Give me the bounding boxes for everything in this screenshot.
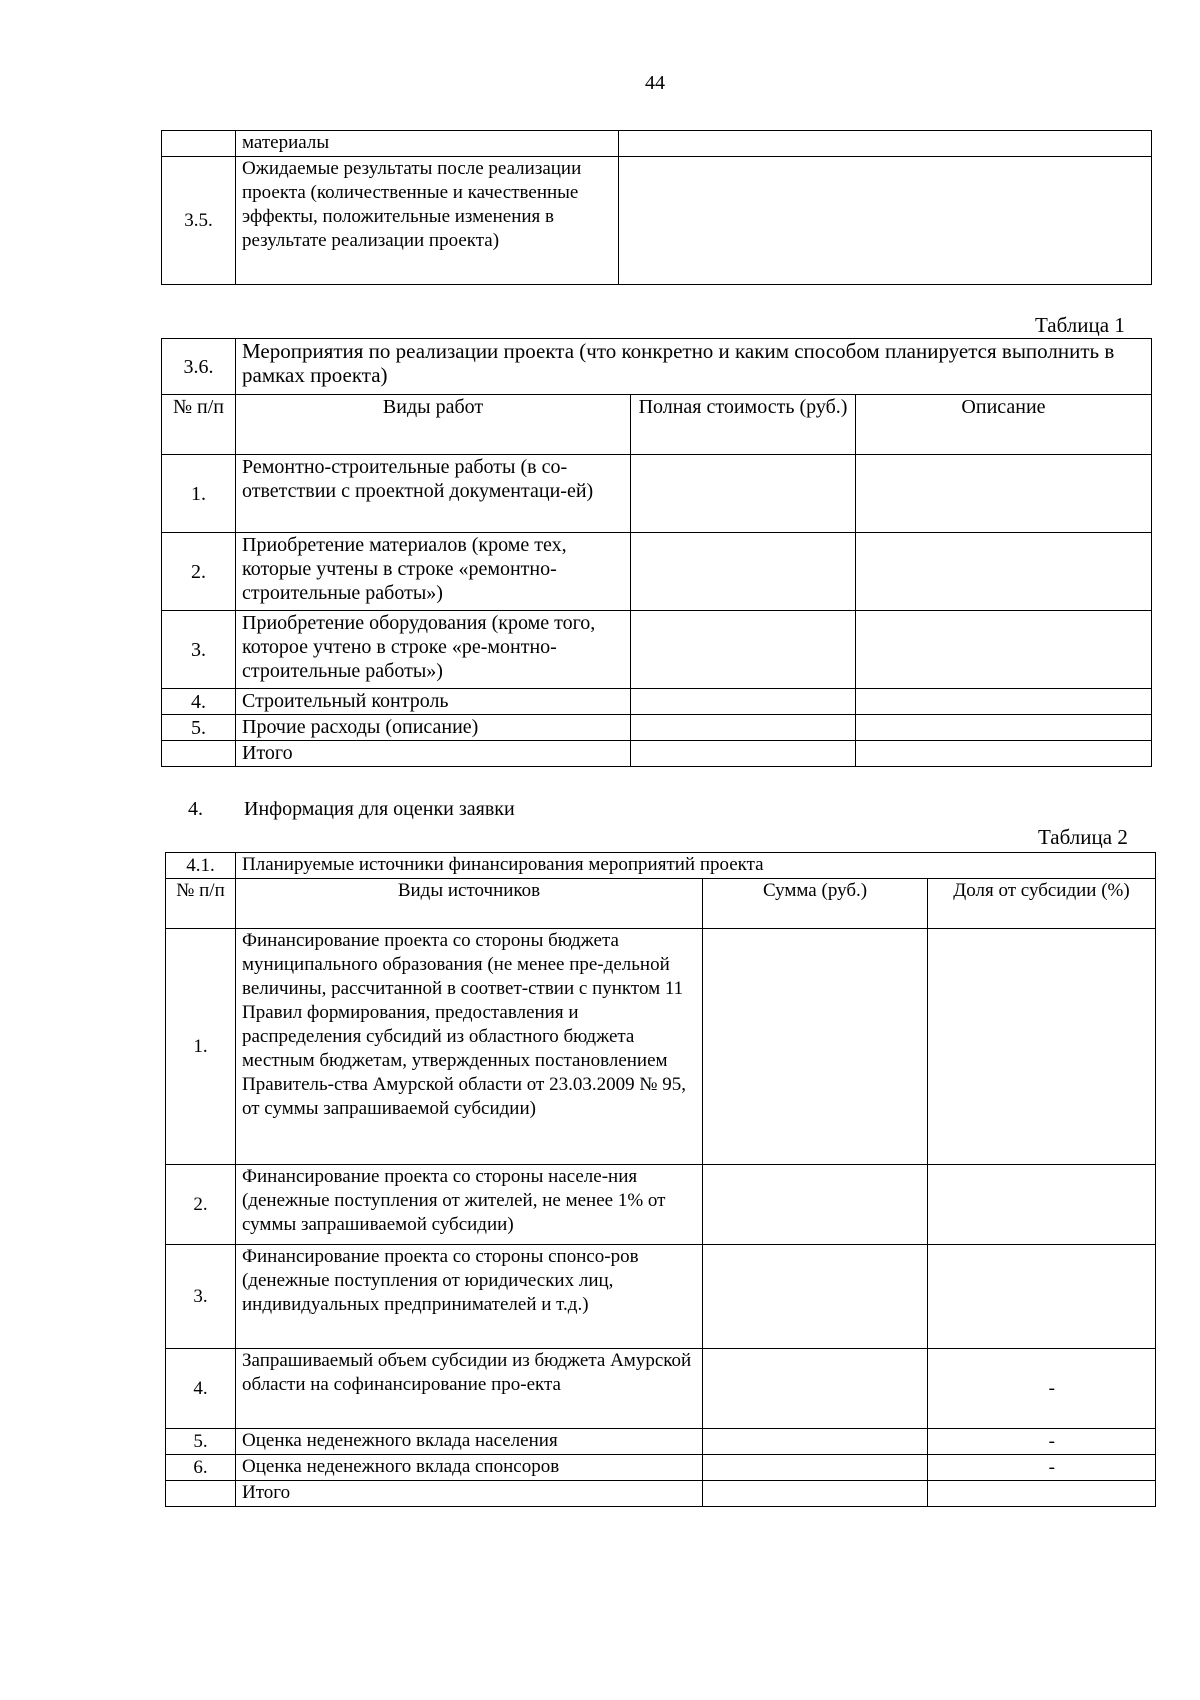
row-number: 2. <box>166 1165 236 1245</box>
section-4-heading <box>188 798 515 821</box>
row-number <box>166 1481 236 1507</box>
row-label: материалы <box>236 131 619 157</box>
row-cost <box>631 455 856 533</box>
row-share <box>928 929 1156 1165</box>
row-description <box>856 689 1152 715</box>
section-4-title: Информация для оценки заявки <box>244 798 515 820</box>
table-row <box>166 1455 1156 1481</box>
row-share <box>928 1481 1156 1507</box>
row-number: 3.5. <box>162 157 236 285</box>
row-number: 3. <box>162 611 236 689</box>
row-number <box>162 741 236 767</box>
section-number: 4.1. <box>166 853 236 879</box>
header-sum: Сумма (руб.) <box>703 879 928 929</box>
row-work: Приобретение материалов (кроме тех, которые учтены в строке «ремонтно-строительные работы») <box>236 533 631 611</box>
row-source: Запрашиваемый объем субсидии из бюджета Амурской области на софинансирование про-екта <box>236 1349 703 1429</box>
section-number: 3.6. <box>162 339 236 395</box>
page-number: 44 <box>645 72 665 94</box>
row-sum <box>703 1481 928 1507</box>
header-work-types: Виды работ <box>236 395 631 455</box>
row-number: 5. <box>166 1429 236 1455</box>
header-row <box>166 879 1156 929</box>
row-description <box>856 533 1152 611</box>
header-share: Доля от субсидии (%) <box>928 879 1156 929</box>
row-source: Финансирование проекта со стороны бюджета муниципального образования (не менее пре-дельной величины, рассчитанной в соответ-ствии с пунктом 11 Правил формирования, предоставления и распределения субсидий из областного бюджета местным бюджетам, утвержденных постановлением Правитель-ства Амурской области от 23.03.2009 № 95, от суммы запрашиваемой субсидии) <box>236 929 703 1165</box>
financing-sources-table <box>165 852 1156 1507</box>
header-full-cost: Полная стоимость (руб.) <box>631 395 856 455</box>
table-row <box>166 1165 1156 1245</box>
row-description <box>856 455 1152 533</box>
row-cost <box>631 715 856 741</box>
row-share: - <box>928 1455 1156 1481</box>
header-source-types: Виды источников <box>236 879 703 929</box>
table-row <box>162 131 1152 157</box>
row-share: - <box>928 1429 1156 1455</box>
project-info-table <box>161 130 1152 285</box>
table-row <box>166 1349 1156 1429</box>
table-row <box>166 1429 1156 1455</box>
table-row <box>162 715 1152 741</box>
row-source: Оценка неденежного вклада спонсоров <box>236 1455 703 1481</box>
row-work: Приобретение оборудования (кроме того, которое учтено в строке «ре-монтно-строительные работы») <box>236 611 631 689</box>
row-number: 3. <box>166 1245 236 1349</box>
section-row <box>162 339 1152 395</box>
row-cost <box>631 611 856 689</box>
project-activities-table <box>161 338 1152 767</box>
row-number: 4. <box>162 689 236 715</box>
row-sum <box>703 929 928 1165</box>
row-value <box>619 131 1152 157</box>
section-row <box>166 853 1156 879</box>
row-description <box>856 715 1152 741</box>
row-number: 2. <box>162 533 236 611</box>
table-row <box>166 929 1156 1165</box>
row-description <box>856 611 1152 689</box>
row-value <box>619 157 1152 285</box>
row-sum <box>703 1165 928 1245</box>
table-row <box>162 157 1152 285</box>
table-row <box>162 689 1152 715</box>
row-number: 6. <box>166 1455 236 1481</box>
row-number: 1. <box>166 929 236 1165</box>
row-sum <box>703 1429 928 1455</box>
header-num: № п/п <box>166 879 236 929</box>
row-share <box>928 1165 1156 1245</box>
row-work: Прочие расходы (описание) <box>236 715 631 741</box>
header-description: Описание <box>856 395 1152 455</box>
row-source: Финансирование проекта со стороны спонсо-ров (денежные поступления от юридических лиц, индивидуальных предпринимателей и т.д.) <box>236 1245 703 1349</box>
row-cost <box>631 533 856 611</box>
row-work: Строительный контроль <box>236 689 631 715</box>
row-sum <box>703 1245 928 1349</box>
header-num: № п/п <box>162 395 236 455</box>
total-row <box>162 741 1152 767</box>
row-source: Финансирование проекта со стороны населе-ния (денежные поступления от жителей, не менее 1% от суммы запрашиваемой субсидии) <box>236 1165 703 1245</box>
row-work: Ремонтно-строительные работы (в со-ответствии с проектной документаци-ей) <box>236 455 631 533</box>
row-label: Ожидаемые результаты после реализации проекта (количественные и качественные эффекты, положительные изменения в результате реализации проекта) <box>236 157 619 285</box>
row-source: Оценка неденежного вклада населения <box>236 1429 703 1455</box>
table-row <box>166 1245 1156 1349</box>
row-share <box>928 1245 1156 1349</box>
section-title: Мероприятия по реализации проекта (что конкретно и каким способом планируется выполнить в рамках проекта) <box>236 339 1152 395</box>
table1-caption: Таблица 1 <box>1035 313 1125 337</box>
row-sum <box>703 1349 928 1429</box>
table2-caption: Таблица 2 <box>1038 825 1128 849</box>
table-row <box>162 455 1152 533</box>
section-title: Планируемые источники финансирования мероприятий проекта <box>236 853 1156 879</box>
row-cost <box>631 741 856 767</box>
table-row <box>162 611 1152 689</box>
row-number: 5. <box>162 715 236 741</box>
row-number <box>162 131 236 157</box>
row-number: 1. <box>162 455 236 533</box>
row-sum <box>703 1455 928 1481</box>
row-share: - <box>928 1349 1156 1429</box>
row-description <box>856 741 1152 767</box>
row-source: Итого <box>236 1481 703 1507</box>
table-row <box>162 533 1152 611</box>
row-number: 4. <box>166 1349 236 1429</box>
row-work: Итого <box>236 741 631 767</box>
section-4-number: 4. <box>188 798 203 820</box>
header-row <box>162 395 1152 455</box>
row-cost <box>631 689 856 715</box>
total-row <box>166 1481 1156 1507</box>
